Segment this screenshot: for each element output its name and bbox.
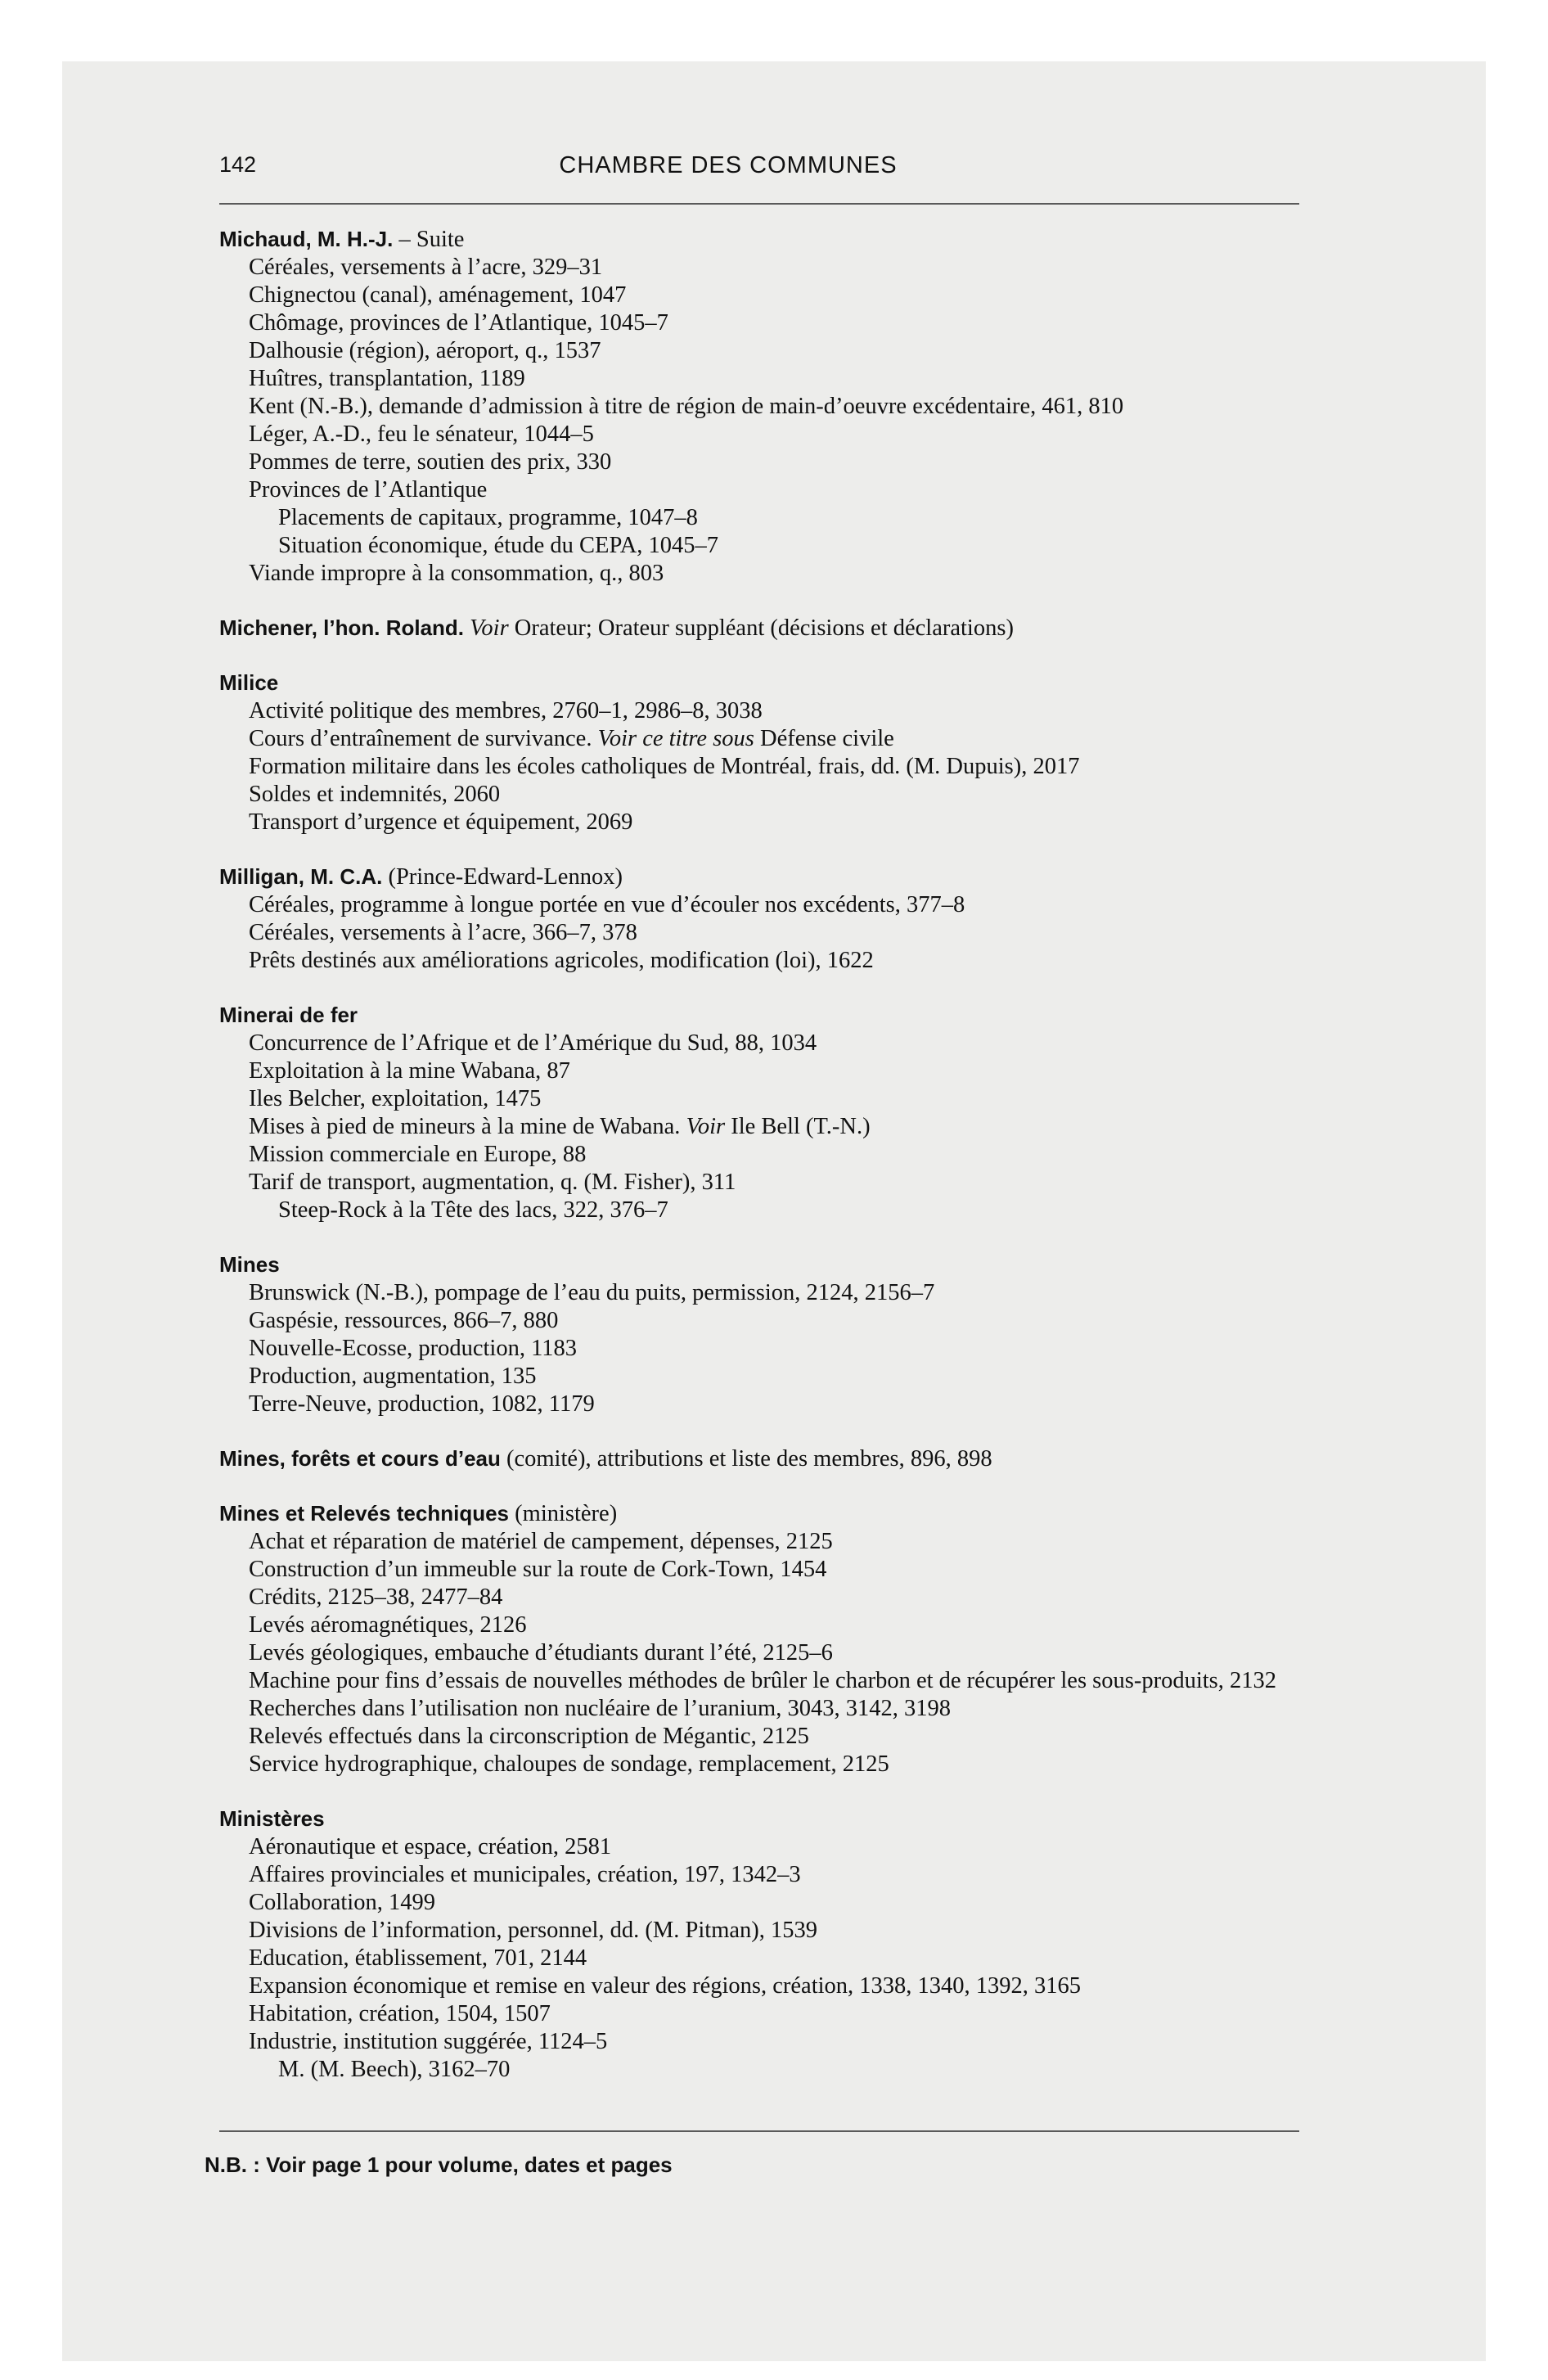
cross-reference-voir: Voir: [470, 615, 509, 641]
index-entry-minerai: [219, 1001, 1316, 1224]
entry-name: Michaud, M. H.-J.: [219, 227, 394, 251]
entry-note: (Prince-Edward-Lennox): [382, 864, 623, 890]
subentry-text: Mises à pied de mineurs à la mine de Wabana.: [249, 1114, 681, 1139]
cross-reference-voir: Voir: [686, 1114, 726, 1139]
index-entry-michener: [219, 614, 1316, 642]
subentry: Soldes et indemnités, 2060: [249, 782, 501, 807]
cross-reference-voir: Voir ce titre sous: [597, 726, 754, 751]
subentry: Levés géologiques, embauche d’étudiants durant l’été, 2125–6: [249, 1640, 833, 1666]
entry-note: (comité), attributions et liste des membres, 896, 898: [500, 1446, 992, 1472]
subentry: Crédits, 2125–38, 2477–84: [249, 1584, 503, 1610]
entry-heading: [219, 669, 1316, 697]
subentry: Chômage, provinces de l’Atlantique, 1045–7: [249, 310, 668, 336]
subentry: Industrie, institution suggérée, 1124–5: [249, 2029, 608, 2054]
subentry: Production, augmentation, 135: [249, 1364, 537, 1389]
subentry: Education, établissement, 701, 2144: [249, 1945, 587, 1971]
index-entry-mines-forets: [219, 1445, 1316, 1473]
subentry: Aéronautique et espace, création, 2581: [249, 1834, 612, 1859]
subentry: Construction d’un immeuble sur la route de Cork-Town, 1454: [249, 1557, 827, 1582]
subentry: Recherches dans l’utilisation non nucléaire de l’uranium, 3043, 3142, 3198: [249, 1696, 951, 1721]
entry-name: Milice: [219, 670, 279, 695]
entry-note: – Suite: [393, 227, 465, 252]
entry-heading: [219, 863, 1316, 891]
header-rule: [219, 203, 1299, 205]
subentry: Viande impropre à la consommation, q., 803: [249, 561, 664, 586]
cross-reference-target: Défense civile: [760, 726, 894, 751]
subentry: Machine pour fins d’essais de nouvelles méthodes de brûler le charbon et de récupérer les sous-produits, 2132: [249, 1668, 1277, 1693]
subentry: Kent (N.-B.), demande d’admission à titre de région de main-d’oeuvre excédentaire, 461, 810: [249, 394, 1124, 419]
index-entry-ministeres: [219, 1805, 1316, 2084]
subentry: Transport d’urgence et équipement, 2069: [249, 809, 633, 835]
cross-reference-target: Ile Bell (T.-N.): [731, 1114, 871, 1139]
entry-heading: [219, 1499, 1316, 1528]
page-header: [157, 152, 1299, 185]
index-entry-michaud: [219, 225, 1316, 588]
entry-heading: [219, 1001, 1316, 1030]
entry-name: Milligan, M. C.A.: [219, 864, 383, 889]
index-entry-mines-releves: [219, 1499, 1316, 1778]
entry-heading: [219, 1445, 1316, 1473]
subentry: Terre-Neuve, production, 1082, 1179: [249, 1391, 595, 1417]
footnote: N.B. : Voir page 1 pour volume, dates et pages: [205, 2152, 673, 2177]
index-entry-milligan: [219, 863, 1316, 975]
entry-heading: [219, 225, 1316, 254]
subentry: Huîtres, transplantation, 1189: [249, 366, 525, 391]
subentry: Levés aéromagnétiques, 2126: [249, 1612, 527, 1638]
subentry: Léger, A.-D., feu le sénateur, 1044–5: [249, 421, 594, 447]
subentry: Relevés effectués dans la circonscription de Mégantic, 2125: [249, 1724, 809, 1749]
subentry: Mission commerciale en Europe, 88: [249, 1142, 587, 1167]
subentry: Brunswick (N.-B.), pompage de l’eau du puits, permission, 2124, 2156–7: [249, 1280, 935, 1305]
footer-rule: [219, 2130, 1299, 2132]
subentry: Nouvelle-Ecosse, production, 1183: [249, 1336, 578, 1361]
sub-subentry: Steep-Rock à la Tête des lacs, 322, 376–7: [278, 1197, 668, 1223]
entry-name: Mines, forêts et cours d’eau: [219, 1446, 501, 1471]
sub-subentry: Situation économique, étude du CEPA, 1045–7: [278, 533, 719, 558]
subentry: Dalhousie (région), aéroport, q., 1537: [249, 338, 601, 363]
subentry: Collaboration, 1499: [249, 1890, 435, 1915]
entry-note: Orateur; Orateur suppléant (décisions et déclarations): [508, 615, 1014, 641]
subentry: Gaspésie, ressources, 866–7, 880: [249, 1308, 559, 1333]
subentry: Exploitation à la mine Wabana, 87: [249, 1058, 570, 1084]
subentry: Chignectou (canal), aménagement, 1047: [249, 282, 627, 308]
subentry: Pommes de terre, soutien des prix, 330: [249, 449, 612, 475]
subentry: Concurrence de l’Afrique et de l’Amérique du Sud, 88, 1034: [249, 1030, 817, 1056]
entry-heading: [219, 1805, 1316, 1833]
subentry: Affaires provinciales et municipales, création, 197, 1342–3: [249, 1862, 801, 1887]
entry-name: Michener, l’hon. Roland.: [219, 615, 465, 640]
subentry: Habitation, création, 1504, 1507: [249, 2001, 551, 2026]
subentry: Activité politique des membres, 2760–1, 2986–8, 3038: [249, 698, 763, 723]
subentry: Prêts destinés aux améliorations agricoles, modification (loi), 1622: [249, 948, 874, 973]
subentry: Service hydrographique, chaloupes de sondage, remplacement, 2125: [249, 1751, 889, 1777]
entry-heading: [219, 1251, 1316, 1279]
page-number: 142: [219, 152, 257, 177]
sub-subentry: Placements de capitaux, programme, 1047–8: [278, 505, 698, 530]
subentry: Céréales, programme à longue portée en vue d’écouler nos excédents, 377–8: [249, 892, 965, 917]
subentry: [219, 725, 1316, 753]
subentry: Achat et réparation de matériel de campement, dépenses, 2125: [249, 1529, 833, 1554]
subentry: [219, 1113, 1316, 1141]
sub-subentry: M. (M. Beech), 3162–70: [278, 2057, 511, 2082]
entry-heading: [219, 614, 1316, 642]
entry-note: (ministère): [509, 1501, 618, 1526]
index-content: [219, 225, 1316, 2084]
entry-name: Mines et Relevés techniques: [219, 1501, 510, 1526]
entry-name: Minerai de fer: [219, 1003, 358, 1027]
subentry: Formation militaire dans les écoles catholiques de Montréal, frais, dd. (M. Dupuis), 2017: [249, 754, 1080, 779]
subentry: Céréales, versements à l’acre, 329–31: [249, 255, 603, 280]
subentry: Céréales, versements à l’acre, 366–7, 378: [249, 920, 637, 945]
subentry: Tarif de transport, augmentation, q. (M. Fisher), 311: [249, 1170, 736, 1195]
subentry-text: Cours d’entraînement de survivance.: [249, 726, 592, 751]
subentry: Provinces de l’Atlantique: [249, 477, 488, 503]
entry-name: Ministères: [219, 1806, 325, 1831]
running-title: CHAMBRE DES COMMUNES: [559, 152, 898, 178]
index-entry-milice: [219, 669, 1316, 836]
subentry: Iles Belcher, exploitation, 1475: [249, 1086, 542, 1111]
index-entry-mines: [219, 1251, 1316, 1418]
entry-name: Mines: [219, 1252, 280, 1277]
subentry: Expansion économique et remise en valeur des régions, création, 1338, 1340, 1392, 3165: [249, 1973, 1082, 1999]
subentry: Divisions de l’information, personnel, dd. (M. Pitman), 1539: [249, 1918, 818, 1943]
